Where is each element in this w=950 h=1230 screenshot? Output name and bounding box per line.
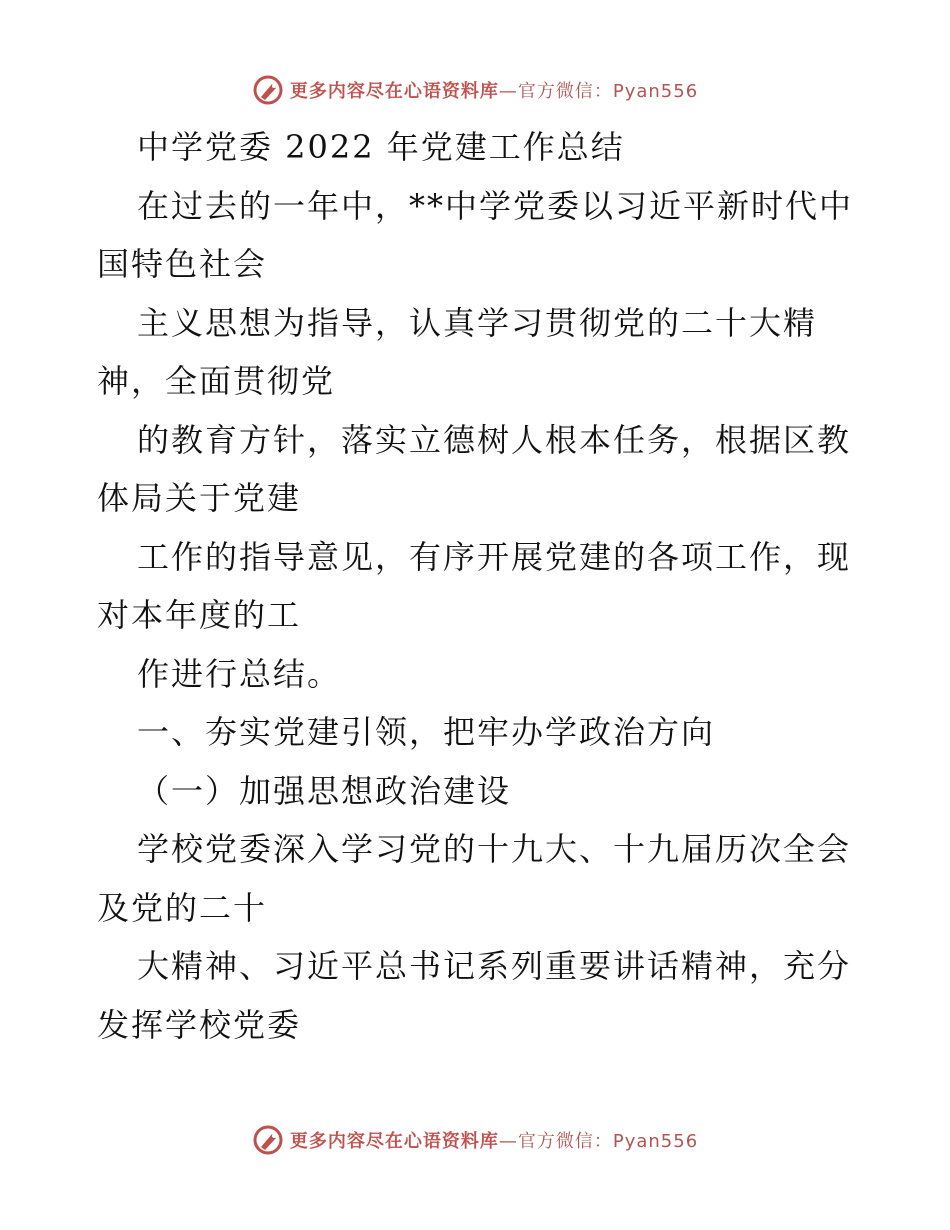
- paragraph-line: 及党的二十: [97, 888, 268, 927]
- document-body: [97, 118, 857, 1054]
- watermark-brand-text: 更多内容尽在心语资料库: [289, 81, 499, 102]
- paragraph-line: 的教育方针，落实立德树人根本任务，根据区教: [137, 420, 852, 459]
- pen-nib-logo-icon: [252, 1124, 284, 1156]
- paragraph-line: 工作的指导意见，有序开展党建的各项工作，现: [137, 537, 852, 576]
- section-heading: 一、夯实党建引领，把牢办学政治方向: [137, 713, 716, 751]
- document-title: 中学党委 2022 年党建工作总结: [137, 128, 625, 166]
- watermark-contact-text: —官方微信：Pyan556: [498, 81, 699, 102]
- watermark-header: [0, 72, 950, 108]
- watermark-contact-text: —官方微信：Pyan556: [498, 1131, 699, 1152]
- paragraph-line: 体局关于党建: [97, 479, 302, 517]
- paragraph-line: 作进行总结。: [137, 654, 342, 693]
- paragraph-line: 大精神、习近平总书记系列重要讲话精神，充分: [137, 947, 852, 985]
- watermark-footer: [0, 1122, 950, 1158]
- subsection-heading: （一）加强思想政治建设: [137, 771, 512, 810]
- paragraph-line: 发挥学校党委: [97, 1005, 302, 1044]
- paragraph-line: 学校党委深入学习党的十九大、十九届历次全会: [137, 830, 852, 868]
- paragraph-line: 主义思想为指导，认真学习贯彻党的二十大精: [137, 303, 818, 342]
- pen-nib-logo-icon: [252, 74, 284, 106]
- paragraph-line: 神，全面贯彻党: [97, 362, 336, 400]
- paragraph-line: 国特色社会: [97, 245, 268, 283]
- paragraph-line: 对本年度的工: [97, 596, 302, 634]
- paragraph-line: 在过去的一年中，**中学党委以习近平新时代中: [137, 186, 854, 225]
- watermark-brand-text: 更多内容尽在心语资料库: [289, 1131, 499, 1152]
